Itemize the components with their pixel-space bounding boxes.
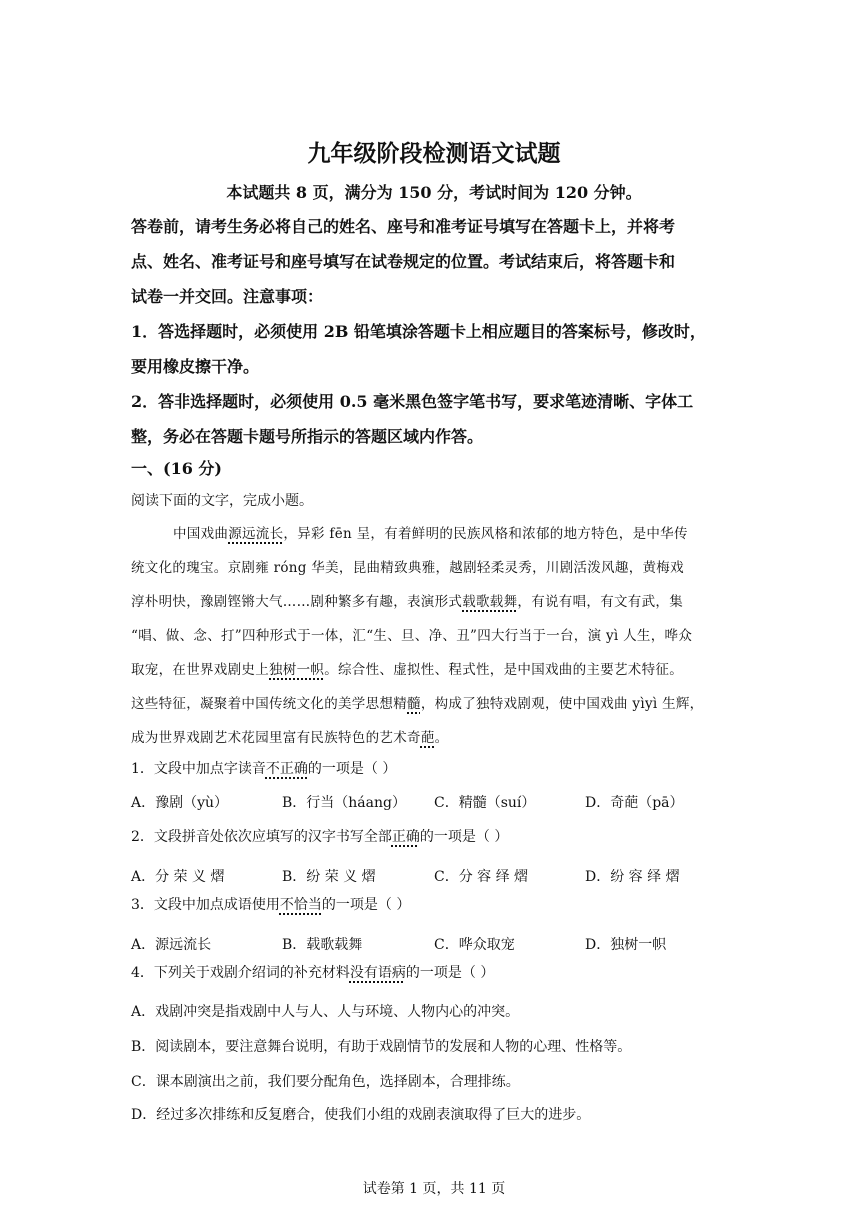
question-4-stem: [131, 962, 494, 982]
notice-item-1-cont: 要用橡皮擦干净。: [131, 357, 260, 376]
page-footer: 试卷第 1 页，共 11 页: [362, 1181, 506, 1197]
notice-item-1: 1．答选择题时，必须使用 2B 铅笔填涂答题卡上相应题目的答案标号，修改时，: [131, 322, 706, 341]
passage-text: ，异彩 fēn 呈，有着鲜明的民族风格和浓郁的地方特色，是中华传: [283, 526, 688, 542]
question-2-option-a: A．分 荣 义 熠: [131, 869, 225, 885]
question-text: 的一项是（ ）: [307, 761, 397, 777]
passage-line: [131, 692, 703, 712]
question-2-option-c: C．分 容 绎 熠: [434, 869, 529, 885]
page-title: 九年级阶段检测语文试题: [307, 140, 561, 167]
question-3-option-d: D．独树一帜: [585, 937, 667, 953]
passage-line: [173, 522, 688, 542]
question-text: 2．文段拼音处依次应填写的汉字书写全部: [131, 829, 392, 845]
instruction-line: 点、姓名、准考证号和座号填写在试卷规定的位置。考试结束后，将答题卡和: [131, 252, 676, 271]
passage-line: [131, 658, 683, 678]
question-4-option-d: D．经过多次排练和反复磨合，使我们小组的戏剧表演取得了巨大的进步。: [131, 1107, 591, 1123]
question-text: 4．下列关于戏剧介绍词的补充材料: [131, 965, 350, 981]
question-1-stem: [131, 758, 396, 778]
question-3-stem: [131, 894, 410, 914]
dotted-char: 髓: [407, 696, 421, 712]
question-4-option-c: C．课本剧演出之前，我们要分配角色，选择剧本，合理排练。: [131, 1074, 520, 1090]
section-heading: 一、(16 分): [131, 459, 222, 478]
dotted-phrase: 载歌载舞: [462, 594, 518, 610]
reading-instruction: 阅读下面的文字，完成小题。: [131, 493, 313, 509]
question-1-option-b: B．行当（háang）: [282, 795, 406, 811]
exam-summary: 本试题共 8 页，满分为 150 分，考试时间为 120 分钟。: [226, 183, 642, 202]
passage-text: ，有说有唱，有文有武，集: [517, 594, 684, 610]
passage-text: 取宠，在世界戏剧史上: [131, 662, 269, 678]
question-1-option-d: D．奇葩（pā）: [585, 795, 684, 811]
instruction-line: 答卷前，请考生务必将自己的姓名、座号和准考证号填写在答题卡上，并将考: [131, 217, 676, 236]
question-text: 的一项是（ ）: [405, 965, 495, 981]
dotted-phrase: 源远流长: [228, 526, 284, 542]
question-text: 的一项是（ ）: [419, 829, 509, 845]
question-2-option-b: B．纷 荣 义 熠: [282, 869, 376, 885]
passage-line: [131, 726, 448, 746]
dotted-phrase: 独树一帜: [269, 662, 325, 678]
question-2-option-d: D．纷 容 绎 熠: [585, 869, 680, 885]
question-3-option-c: C．哗众取宠: [434, 937, 515, 953]
dotted-char: 葩: [420, 730, 435, 746]
notice-item-2-cont: 整，务必在答题卡题号所指示的答题区域内作答。: [131, 427, 484, 446]
question-text: 3．文段中加点成语使用: [131, 897, 280, 913]
emphasis-dotted: 正确: [391, 829, 420, 845]
question-1-option-a: A．豫剧（yù）: [131, 795, 229, 811]
question-4-option-b: B．阅读剧本，要注意舞台说明，有助于戏剧情节的发展和人物的心理、性格等。: [131, 1039, 632, 1055]
instruction-line: 试卷一并交回。注意事项：: [131, 287, 324, 306]
question-text: 的一项是（ ）: [321, 897, 411, 913]
passage-line: [131, 590, 683, 610]
notice-item-2: 2．答非选择题时，必须使用 0.5 毫米黑色签字笔书写，要求笔迹清晰、字体工: [131, 392, 694, 411]
question-3-option-a: A．源远流长: [131, 937, 212, 953]
question-2-stem: [131, 826, 508, 846]
emphasis-dotted: 不正确: [265, 761, 308, 777]
passage-text: 中国戏曲: [173, 526, 229, 542]
question-1-option-c: C．精髓（suí）: [434, 795, 536, 811]
emphasis-dotted: 不恰当: [279, 897, 322, 913]
passage-text: 。: [434, 730, 449, 746]
passage-text: ，构成了独特戏剧观，使中国戏曲 yìyì 生辉，: [420, 696, 704, 712]
passage-text: 成为世界戏剧艺术花园里富有民族特色的艺术奇: [131, 730, 421, 746]
question-4-option-a: A．戏剧冲突是指戏剧中人与人、人与环境、人物内心的冲突。: [131, 1004, 520, 1020]
passage-line: “唱、做、念、打”四种形式于一体，汇“生、旦、净、丑”四大行当于一台，演 yì 人生，哗众: [131, 628, 693, 644]
question-text: 1．文段中加点字读音: [131, 761, 266, 777]
passage-text: 淳朴明快，豫剧铿锵大气……剧种繁多有趣，表演形式: [131, 594, 463, 610]
emphasis-dotted: 没有语病: [349, 965, 406, 981]
passage-text: 这些特征，凝聚着中国传统文化的美学思想精: [131, 696, 407, 712]
passage-text: 。综合性、虚拟性、程式性，是中国戏曲的主要艺术特征。: [324, 662, 684, 678]
passage-line: 统文化的瑰宝。京剧雍 róng 华美，昆曲精致典雅，越剧轻柔灵秀，川剧活泼风趣，黄梅戏: [131, 560, 684, 576]
question-3-option-b: B．载歌载舞: [282, 937, 363, 953]
